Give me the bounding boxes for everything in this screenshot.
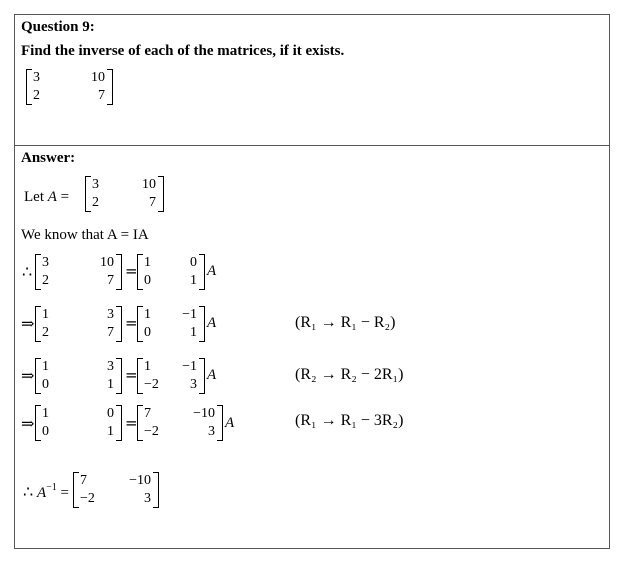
var-a: A [207, 315, 217, 331]
var-a: A [225, 415, 235, 431]
inverse-exponent: −1 [46, 482, 57, 493]
let-label: Let [24, 189, 44, 205]
matrix-cell: 0 [144, 273, 151, 288]
therefore-symbol: ∴ [23, 484, 34, 501]
step-left-matrix [35, 358, 122, 394]
implies-symbol: ⇒ [21, 316, 35, 333]
matrix-cell: 1 [144, 255, 151, 270]
matrix-cell: 3 [42, 255, 49, 270]
implies-symbol: ⇒ [21, 416, 35, 433]
matrix-cell: 3 [92, 177, 99, 192]
inverse-matrix [73, 472, 159, 508]
matrix-cell: 3 [107, 307, 114, 322]
matrix-cell: −10 [193, 406, 215, 421]
inverse-statement [23, 484, 69, 504]
matrix-cell: −1 [182, 359, 197, 374]
matrix-cell: 1 [190, 325, 197, 340]
matrix-cell: 2 [33, 88, 40, 103]
matrix-cell: 10 [91, 70, 105, 85]
matrix-cell: 1 [190, 273, 197, 288]
matrix-cell: 1 [42, 359, 49, 374]
step-left-matrix [35, 405, 122, 441]
matrix-cell: 7 [144, 406, 151, 421]
know-statement: We know that A = IA [21, 227, 149, 243]
matrix-cell: −10 [129, 473, 151, 488]
equals-sign: = [125, 262, 138, 280]
step-left-matrix [35, 254, 122, 290]
matrix-cell: 1 [107, 377, 114, 392]
answer-heading: Answer: [21, 150, 76, 166]
row-operation: (R₁ → R₁ − R₂) [295, 314, 396, 331]
question-box [14, 14, 610, 146]
matrix-cell: 7 [149, 195, 156, 210]
matrix-cell: 0 [42, 377, 49, 392]
equals-sign: = [125, 366, 138, 384]
step-right-matrix [137, 405, 223, 441]
matrix-cell: 7 [107, 273, 114, 288]
inverse-base: A [36, 485, 47, 501]
let-statement [24, 188, 69, 206]
matrix-cell: 3 [208, 424, 215, 439]
matrix-cell: 7 [80, 473, 87, 488]
matrix-cell: 10 [142, 177, 156, 192]
matrix-cell: 1 [42, 307, 49, 322]
var-a: A [47, 189, 57, 205]
matrix-cell: 7 [107, 325, 114, 340]
matrix-cell: 2 [42, 325, 49, 340]
step-left-matrix [35, 306, 122, 342]
var-a: A [207, 263, 217, 279]
matrix-cell: 1 [144, 359, 151, 374]
equals-sign: = [60, 485, 69, 501]
matrix-cell: 0 [42, 424, 49, 439]
matrix-cell: 7 [98, 88, 105, 103]
question-heading: Question 9: [21, 19, 95, 35]
matrix-cell: 10 [100, 255, 114, 270]
matrix-cell: −2 [80, 491, 95, 506]
matrix-cell: −2 [144, 377, 159, 392]
question-prompt: Find the inverse of each of the matrices, if it exists. [21, 43, 345, 59]
matrix-cell: −2 [144, 424, 159, 439]
equals-sign: = [60, 189, 70, 205]
therefore-symbol: ∴ [22, 264, 33, 281]
row-operation: (R₁ → R₁ − 3R₂) [295, 412, 404, 429]
implies-symbol: ⇒ [21, 368, 35, 385]
let-matrix [85, 176, 164, 212]
var-a: A [207, 367, 217, 383]
matrix-cell: 3 [144, 491, 151, 506]
equals-sign: = [125, 314, 138, 332]
matrix-cell: 1 [144, 307, 151, 322]
matrix-cell: 2 [42, 273, 49, 288]
matrix-cell: 0 [190, 255, 197, 270]
matrix-cell: 1 [42, 406, 49, 421]
equals-sign: = [125, 414, 138, 432]
step-right-matrix [137, 254, 205, 290]
matrix-cell: 2 [92, 195, 99, 210]
matrix-cell: 0 [144, 325, 151, 340]
row-operation: (R₂ → R₂ − 2R₁) [295, 366, 404, 383]
matrix-cell: 3 [33, 70, 40, 85]
matrix-cell: 3 [107, 359, 114, 374]
answer-box [14, 145, 610, 549]
matrix-cell: 0 [107, 406, 114, 421]
matrix-cell: −1 [182, 307, 197, 322]
matrix-cell: 1 [107, 424, 114, 439]
step-right-matrix [137, 358, 205, 394]
step-right-matrix [137, 306, 205, 342]
question-matrix [26, 69, 113, 105]
matrix-cell: 3 [190, 377, 197, 392]
